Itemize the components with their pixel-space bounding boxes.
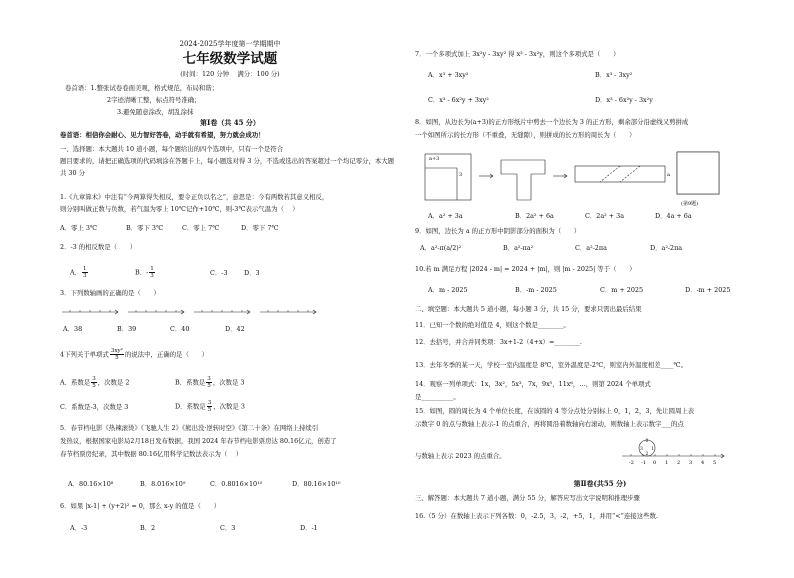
q14-line1: 14．观察一列单项式：1x，3x²，5x³，7x，9x⁵，11x⁶，…，则第 2024 个单项式 bbox=[415, 380, 651, 388]
q9-option-c: C．a²-2πa bbox=[575, 244, 607, 252]
numline-label: -2 bbox=[629, 460, 634, 466]
q6-option-d: D．-1 bbox=[300, 524, 318, 532]
q15-line1: 15．如图，圆的周长为 4 个单位长度，在该圆的 4 等分点处分别标上 0，1，2，3，先让圆周上表 bbox=[415, 407, 695, 415]
q6-stem: 6．如果 |x-1| + (y+2)² = 0，那么 x-y 的值是（ ） bbox=[60, 502, 221, 510]
section1-line2: 题目要求的，请把正确选项的代码填涂在答题卡上，每小题选对得 3 分，不选或选出的答案超过一个均记零分，本大题 bbox=[60, 157, 395, 165]
section2-heading: 二、填空题：本大题共 5 道小题，每小题 3 分，共 15 分，要求只需出最后结果 bbox=[415, 305, 642, 313]
q3-number-line-figures bbox=[60, 304, 330, 318]
q2-option-b: B．- $\frac{1}{3}$ bbox=[135, 266, 154, 279]
q13-stem: 13．去年冬季的某一天，学校一室内温度是 8℃，室外温度是-2℃，则室内外温度相差____℃。 bbox=[415, 361, 687, 369]
q1-option-b: B．零下 3℃ bbox=[126, 224, 164, 232]
q4-option-a: A．系数是 $\frac{3}{5}$ ，次数是 2 bbox=[60, 376, 130, 389]
q4-option-d: D．系数是 $\frac{3}{5}$ ，次数是 3 bbox=[175, 400, 245, 413]
q9-option-d: D．a²-2πa bbox=[650, 244, 683, 252]
q7-option-d: D．x³ - 6x²y - 3x²y bbox=[595, 96, 653, 104]
section3-heading: 三、解答题：本大题共 7 道小题，满分 55 分，解答应写出文字说明和推理步骤 bbox=[415, 494, 640, 502]
q2-option-d: D．3 bbox=[244, 269, 260, 277]
q8-line2: 一个如图所示的长方形（不重叠，无缝隙），则拼成的长方形的周长为（ ） bbox=[415, 131, 636, 139]
q8-option-a: A．a² + 3a bbox=[428, 212, 463, 220]
q9-figure bbox=[673, 148, 723, 210]
q6-option-a: A．-3 bbox=[70, 524, 88, 532]
q1-option-d: D．零下 7℃ bbox=[241, 224, 279, 232]
fig8-label-a: a bbox=[667, 172, 670, 178]
exam-title: 七年级数学试题 bbox=[182, 51, 278, 67]
numline-label: -1 bbox=[641, 460, 646, 466]
section1-line3: 共 30 分 bbox=[60, 169, 85, 177]
exam-meta: (时间：120 分钟 满分：100 分) bbox=[180, 70, 280, 78]
q1-option-a: A．零上 3℃ bbox=[60, 224, 98, 232]
q5-option-b: B．8.016×10⁹ bbox=[140, 480, 186, 488]
q15-line2: 示数字 0 的点与数轴上表示-1 的点重合，再将圆沿着数轴向右滚动，则数轴上表示数字___的点 bbox=[415, 420, 684, 428]
q11-stem: 11．已知一个数的绝对值是 4，则这个数是________。 bbox=[415, 321, 570, 329]
numline-label: 1 bbox=[665, 460, 669, 466]
q10-option-b: B．-m - 2025 bbox=[515, 286, 557, 294]
q7-option-b: B．x³ - 3xy² bbox=[595, 71, 633, 79]
q7-stem: 7．一个多项式加上 3x²y - 3xy² 得 x³ - 3x²y，则这个多项式是（ ） bbox=[415, 50, 620, 58]
right-column bbox=[415, 0, 785, 578]
left-column bbox=[60, 0, 400, 578]
q5-line1: 5．春节档电影《热辣滚烫》《飞驰人生 2》《熊出没·逆转时空》《第二十条》在网络上持续引 bbox=[60, 424, 319, 432]
motto: 卷首语：相信你会耐心、见力智好答卷，动手就有希望，努力就会成功！ bbox=[60, 131, 265, 139]
circle-label-1: 1 bbox=[651, 447, 654, 452]
q10-option-d: D．-m + 2025 bbox=[685, 286, 731, 294]
q5-option-c: C．0.8016×10¹⁰ bbox=[210, 480, 263, 488]
q4-option-b: B．系数是 $\frac{3}{5}$ ，次数是 3 bbox=[175, 376, 245, 389]
q2-stem: 2．-3 的相反数是（ ） bbox=[60, 243, 137, 251]
q8-option-d: D．4a + 6a bbox=[655, 212, 692, 220]
numline-label: 2 bbox=[677, 460, 681, 466]
q5-option-a: A．80.16×10⁸ bbox=[68, 480, 114, 488]
q5-line2: 发热议，根据国家电影局2月18日发布数据，我国 2024 年春节档电影票房达 80.16亿元，创造了 bbox=[60, 437, 337, 445]
fig9-caption: (第9题) bbox=[681, 201, 699, 207]
q5-option-d: D．80.16×10¹⁰ bbox=[292, 480, 341, 488]
q8-option-b: B．2a² + 6a bbox=[515, 212, 554, 220]
q4-option-c: C．系数是-3，次数是 3 bbox=[60, 403, 129, 411]
circle-label-3: 3 bbox=[640, 447, 643, 452]
note-1: 卷首语：1.整张试卷卷面美观，格式规范，布局和谐； bbox=[65, 84, 219, 92]
q4-stem: 4下列关于单项式 $\frac{\text{3xy²}}{5}$ 的说法中，正确的是（ ） bbox=[60, 348, 209, 361]
q8-line1: 8．如图，从边长为(a+3)的正方形纸片中剪去一个边长为 3 的正方形，剩余部分沿虚线又剪拼成 bbox=[415, 118, 689, 126]
part1-title: 第Ⅰ卷（共 45 分） bbox=[200, 118, 260, 127]
q3-option-b: B．39 bbox=[117, 325, 137, 333]
q14-line2: 是__________。 bbox=[415, 393, 460, 401]
fig8-label-a3: a+3 bbox=[429, 156, 440, 162]
q7-option-a: A．x³ + 3xy² bbox=[428, 71, 469, 79]
q15-line3: 与数轴上表示 2023 的点重合。 bbox=[415, 452, 506, 460]
q2-option-c: C．-3 bbox=[210, 269, 228, 277]
numline-label: 4 bbox=[701, 460, 705, 466]
q3-stem: 3．下列数轴画的正确的是（ ） bbox=[60, 289, 160, 297]
q2-option-a: A． $\frac{1}{3}$ bbox=[70, 266, 87, 279]
q10-stem: 10.若 m 满足方程 |2024 - m| = 2024 + |m|，则 |m - 2025| 等于（ ） bbox=[415, 265, 636, 273]
note-2: 2字迹清晰工整，标点符号准确； bbox=[107, 96, 201, 104]
fig8-label-3: 3 bbox=[459, 172, 463, 178]
numline-label: 5 bbox=[713, 460, 717, 466]
q9-option-b: B．a²-πa² bbox=[503, 244, 534, 252]
q9-option-a: A．a²-π(a/2)² bbox=[420, 244, 462, 252]
q8-figure bbox=[415, 146, 675, 206]
numline-label: 0 bbox=[653, 460, 657, 466]
q10-option-c: C．m + 2025 bbox=[600, 286, 644, 294]
q1-line1: 1.《九章算术》中注有“今两算得失相反，要令正负以名之”，意思是：今有两数若其意义相反， bbox=[60, 193, 329, 201]
note-3: 3.避免随意涂改，胡乱涂抹 bbox=[117, 108, 194, 116]
q12-stem: 12．去括号，并合并同类项：3x+1-2（4+x）=________. bbox=[415, 338, 582, 346]
q5-line3: 春节档票房纪录，其中数据 80.16亿用科学记数法表示为（ ） bbox=[60, 450, 243, 458]
circle-label-2: 2 bbox=[645, 452, 649, 457]
q6-option-b: B．2 bbox=[140, 524, 156, 532]
q8-option-c: C．2a² + 3a bbox=[585, 212, 625, 220]
q9-stem: 9．如图，边长为 a 的正方形中阴影部分的面积为（ ） bbox=[415, 227, 581, 235]
q7-option-c: C．x³ - 6x²y + 3xy² bbox=[428, 96, 489, 104]
q3-option-d: D．42 bbox=[225, 325, 245, 333]
q6-option-c: C．3 bbox=[220, 524, 236, 532]
q1-line2: 则分别叫做正数与负数，若气温为零上 10℃记作+10℃，则-3℃表示气温为（ ） bbox=[60, 205, 299, 213]
q15-numberline-figure bbox=[620, 432, 730, 470]
part2-title: 第Ⅱ卷(共55 分) bbox=[573, 479, 627, 488]
q10-option-a: A．m - 2025 bbox=[428, 286, 468, 294]
q16-stem: 16.（5 分）在数轴上表示下列各数：0，-2.5，3，-2，+5，1，并用“<”连接这些数. bbox=[415, 512, 658, 520]
exam-header: 2024-2025学年度第一学期期中 bbox=[179, 40, 281, 48]
circle-label-0: 0 bbox=[645, 439, 649, 444]
q3-option-c: C．40 bbox=[170, 325, 190, 333]
q3-option-a: A．38 bbox=[63, 325, 83, 333]
numline-label: 3 bbox=[689, 460, 693, 466]
section1-line1: 一、选择题：本大题共 10 道小题，每个题给出的四个选项中，只有一个是符合 bbox=[60, 145, 284, 153]
q1-option-c: C．零上 7℃ bbox=[182, 224, 220, 232]
